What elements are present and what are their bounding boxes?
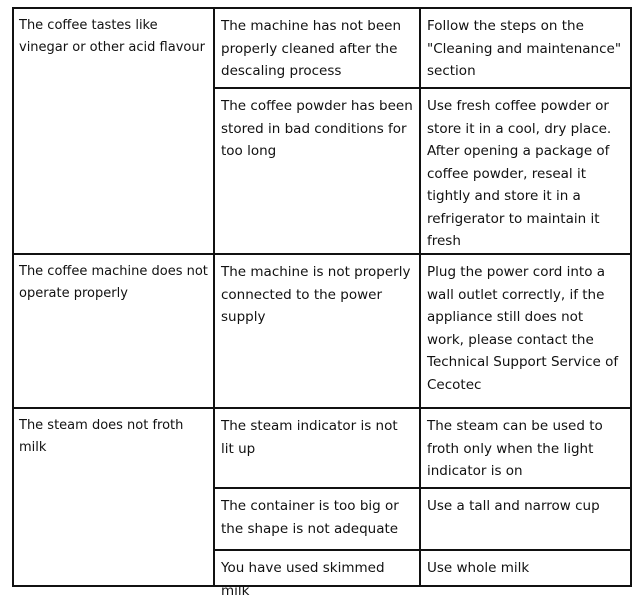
cause-cell (213, 407, 421, 489)
cause-text: The steam indicator is not lit up (221, 418, 398, 457)
cause-text: The machine is not properly connected to the power supply (221, 264, 411, 325)
solution-text: Use a tall and narrow cup (427, 498, 600, 514)
troubleshooting-table (12, 7, 632, 599)
solution-cell (419, 487, 632, 551)
cause-text: You have used skimmed milk (221, 560, 385, 599)
solution-cell (419, 253, 632, 409)
problem-text: The steam does not froth milk (19, 418, 184, 455)
cause-cell (213, 7, 421, 89)
problem-text: The coffee tastes like vinegar or other acid flavour (19, 18, 205, 55)
cause-cell (213, 487, 421, 551)
solution-text: The steam can be used to froth only when the light indicator is on (427, 418, 603, 479)
problem-cell (12, 7, 215, 255)
solution-text: Use whole milk (427, 560, 530, 576)
cause-cell (213, 87, 421, 255)
solution-text: Plug the power cord into a wall outlet correctly, if the appliance still does not work, please contact the Technical Support Service of Cecotec (427, 264, 619, 393)
cause-text: The machine has not been properly cleaned after the descaling process (221, 18, 401, 79)
problem-cell (12, 407, 215, 587)
cause-text: The coffee powder has been stored in bad conditions for too long (221, 98, 413, 159)
solution-text: Follow the steps on the "Cleaning and maintenance" section (427, 18, 622, 79)
cause-text: The container is too big or the shape is not adequate (221, 498, 399, 537)
solution-cell (419, 87, 632, 255)
cause-cell (213, 549, 421, 599)
cause-cell (213, 253, 421, 409)
solution-cell (419, 407, 632, 489)
problem-cell (12, 253, 215, 409)
solution-text: Use fresh coffee powder or store it in a cool, dry place. After opening a package of coffee powder, reseal it tightly and store it in a refrigerator to maintain it fresh (427, 98, 612, 249)
solution-cell (419, 7, 632, 89)
problem-text: The coffee machine does not operate properly (19, 264, 208, 301)
solution-cell (419, 549, 632, 587)
